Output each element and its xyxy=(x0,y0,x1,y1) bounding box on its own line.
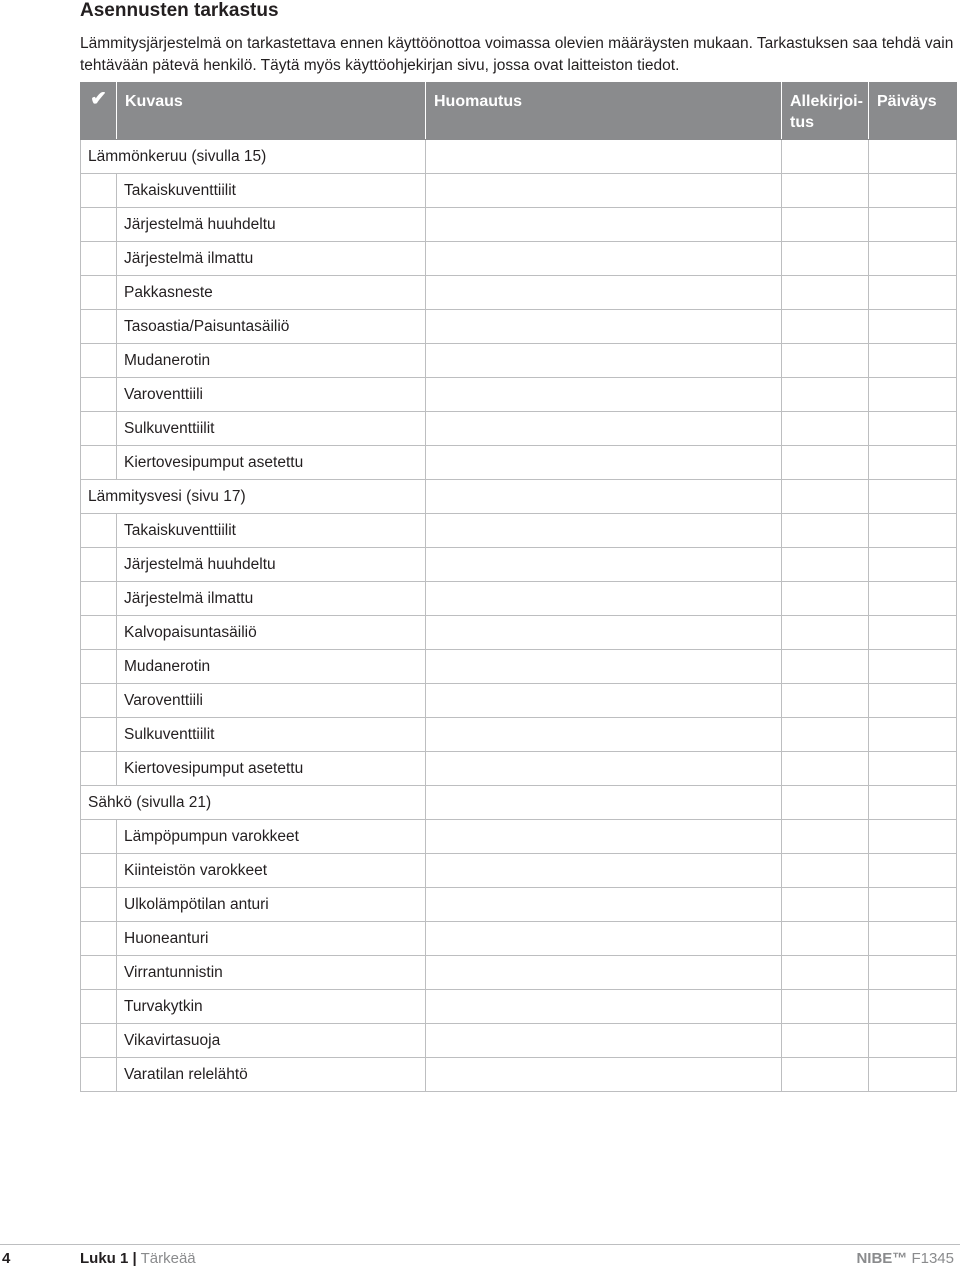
remark-cell[interactable] xyxy=(426,752,782,786)
item-label: Ulkolämpötilan anturi xyxy=(117,888,426,922)
date-cell[interactable] xyxy=(869,922,957,956)
signature-cell[interactable] xyxy=(782,1024,869,1058)
check-cell[interactable] xyxy=(81,514,117,548)
item-label: Varoventtiili xyxy=(117,378,426,412)
item-label: Järjestelmä ilmattu xyxy=(117,582,426,616)
remark-cell[interactable] xyxy=(426,786,782,820)
remark-cell[interactable] xyxy=(426,684,782,718)
check-cell[interactable] xyxy=(81,718,117,752)
date-cell[interactable] xyxy=(869,514,957,548)
table-row xyxy=(81,1024,957,1058)
table-row xyxy=(81,616,957,650)
date-cell[interactable] xyxy=(869,752,957,786)
date-cell[interactable] xyxy=(869,1058,957,1092)
date-cell[interactable] xyxy=(869,616,957,650)
signature-cell[interactable] xyxy=(782,888,869,922)
signature-cell[interactable] xyxy=(782,922,869,956)
signature-cell[interactable] xyxy=(782,786,869,820)
item-label: Järjestelmä huuhdeltu xyxy=(117,548,426,582)
remark-cell[interactable] xyxy=(426,412,782,446)
header-remark: Huomautus xyxy=(426,83,782,140)
date-cell[interactable] xyxy=(869,820,957,854)
header-signature-line2: tus xyxy=(790,114,814,131)
table-row xyxy=(81,344,957,378)
table-row xyxy=(81,684,957,718)
section-label: Sähkö (sivulla 21) xyxy=(81,786,426,820)
date-cell[interactable] xyxy=(869,718,957,752)
check-cell[interactable] xyxy=(81,990,117,1024)
signature-cell[interactable] xyxy=(782,276,869,310)
signature-cell[interactable] xyxy=(782,208,869,242)
table-row xyxy=(81,378,957,412)
table-row xyxy=(81,820,957,854)
check-cell[interactable] xyxy=(81,650,117,684)
check-cell[interactable] xyxy=(81,242,117,276)
table-row xyxy=(81,310,957,344)
item-label: Järjestelmä huuhdeltu xyxy=(117,208,426,242)
date-cell[interactable] xyxy=(869,344,957,378)
remark-cell[interactable] xyxy=(426,344,782,378)
signature-cell[interactable] xyxy=(782,378,869,412)
signature-cell[interactable] xyxy=(782,514,869,548)
signature-cell[interactable] xyxy=(782,684,869,718)
signature-cell[interactable] xyxy=(782,820,869,854)
date-cell[interactable] xyxy=(869,956,957,990)
remark-cell[interactable] xyxy=(426,480,782,514)
item-label: Mudanerotin xyxy=(117,650,426,684)
remark-cell[interactable] xyxy=(426,820,782,854)
item-label: Varatilan relelähtö xyxy=(117,1058,426,1092)
item-label: Varoventtiili xyxy=(117,684,426,718)
date-cell[interactable] xyxy=(869,310,957,344)
remark-cell[interactable] xyxy=(426,276,782,310)
check-cell[interactable] xyxy=(81,1058,117,1092)
check-cell[interactable] xyxy=(81,344,117,378)
page-number: 4 xyxy=(2,1250,11,1267)
remark-cell[interactable] xyxy=(426,378,782,412)
section-row xyxy=(81,480,957,514)
check-cell[interactable] xyxy=(81,548,117,582)
page-title: Asennusten tarkastus xyxy=(80,0,279,21)
footer-divider xyxy=(0,1244,960,1245)
signature-cell[interactable] xyxy=(782,174,869,208)
section-row xyxy=(81,786,957,820)
table-row xyxy=(81,888,957,922)
signature-cell[interactable] xyxy=(782,140,869,174)
item-label: Järjestelmä ilmattu xyxy=(117,242,426,276)
table-row xyxy=(81,582,957,616)
remark-cell[interactable] xyxy=(426,956,782,990)
check-cell[interactable] xyxy=(81,956,117,990)
intro-paragraph: Lämmitysjärjestelmä on tarkastettava ennen käyttöönottoa voimassa olevien määräysten mukaan. Tarkastuksen saa tehdä vain tehtävään pätevä henkilö. Täytä myös käyttöohjekirjan sivu, jossa ovat laitteiston tiedot. xyxy=(80,35,954,74)
item-label: Takaiskuventtiilit xyxy=(117,514,426,548)
check-cell[interactable] xyxy=(81,582,117,616)
model-name: F1345 xyxy=(911,1250,954,1267)
table-row xyxy=(81,650,957,684)
table-row xyxy=(81,446,957,480)
header-signature-line1: Allekirjoi- xyxy=(790,93,863,110)
remark-cell[interactable] xyxy=(426,1024,782,1058)
header-date: Päiväys xyxy=(869,83,957,140)
signature-cell[interactable] xyxy=(782,344,869,378)
remark-cell[interactable] xyxy=(426,208,782,242)
check-cell[interactable] xyxy=(81,922,117,956)
section-row xyxy=(81,140,957,174)
date-cell[interactable] xyxy=(869,480,957,514)
date-cell[interactable] xyxy=(869,412,957,446)
check-cell[interactable] xyxy=(81,752,117,786)
item-label: Mudanerotin xyxy=(117,344,426,378)
table-header-row xyxy=(81,83,957,140)
table-row xyxy=(81,956,957,990)
signature-cell[interactable] xyxy=(782,412,869,446)
item-label: Huoneanturi xyxy=(117,922,426,956)
remark-cell[interactable] xyxy=(426,446,782,480)
item-label: Tasoastia/Paisuntasäiliö xyxy=(117,310,426,344)
remark-cell[interactable] xyxy=(426,514,782,548)
header-signature xyxy=(782,83,869,140)
footer-chapter xyxy=(80,1250,196,1267)
remark-cell[interactable] xyxy=(426,310,782,344)
signature-cell[interactable] xyxy=(782,956,869,990)
table-row xyxy=(81,752,957,786)
section-label: Lämmitysvesi (sivu 17) xyxy=(81,480,426,514)
check-cell[interactable] xyxy=(81,888,117,922)
check-cell[interactable] xyxy=(81,208,117,242)
remark-cell[interactable] xyxy=(426,854,782,888)
signature-cell[interactable] xyxy=(782,650,869,684)
table-row xyxy=(81,208,957,242)
check-cell[interactable] xyxy=(81,684,117,718)
date-cell[interactable] xyxy=(869,650,957,684)
date-cell[interactable] xyxy=(869,276,957,310)
date-cell[interactable] xyxy=(869,990,957,1024)
date-cell[interactable] xyxy=(869,378,957,412)
table-row xyxy=(81,548,957,582)
check-cell[interactable] xyxy=(81,412,117,446)
brand-name: NIBE™ xyxy=(856,1250,908,1267)
date-cell[interactable] xyxy=(869,446,957,480)
remark-cell[interactable] xyxy=(426,242,782,276)
item-label: Lämpöpumpun varokkeet xyxy=(117,820,426,854)
signature-cell[interactable] xyxy=(782,854,869,888)
table-row xyxy=(81,1058,957,1092)
signature-cell[interactable] xyxy=(782,752,869,786)
check-cell[interactable] xyxy=(81,310,117,344)
remark-cell[interactable] xyxy=(426,990,782,1024)
date-cell[interactable] xyxy=(869,786,957,820)
check-cell[interactable] xyxy=(81,820,117,854)
chapter-name: Tärkeää xyxy=(140,1250,196,1267)
item-label: Kiinteistön varokkeet xyxy=(117,854,426,888)
check-cell[interactable] xyxy=(81,616,117,650)
item-label: Virrantunnistin xyxy=(117,956,426,990)
check-cell[interactable] xyxy=(81,1024,117,1058)
signature-cell[interactable] xyxy=(782,480,869,514)
item-label: Kiertovesipumput asetettu xyxy=(117,752,426,786)
table-row xyxy=(81,412,957,446)
remark-cell[interactable] xyxy=(426,548,782,582)
remark-cell[interactable] xyxy=(426,582,782,616)
table-row xyxy=(81,990,957,1024)
table-row xyxy=(81,922,957,956)
item-label: Kiertovesipumput asetettu xyxy=(117,446,426,480)
remark-cell[interactable] xyxy=(426,888,782,922)
table-row xyxy=(81,718,957,752)
remark-cell[interactable] xyxy=(426,140,782,174)
item-label: Sulkuventtiilit xyxy=(117,412,426,446)
date-cell[interactable] xyxy=(869,208,957,242)
table-row xyxy=(81,276,957,310)
check-cell[interactable] xyxy=(81,174,117,208)
signature-cell[interactable] xyxy=(782,616,869,650)
date-cell[interactable] xyxy=(869,140,957,174)
signature-cell[interactable] xyxy=(782,446,869,480)
footer-brand xyxy=(856,1250,954,1267)
item-label: Vikavirtasuoja xyxy=(117,1024,426,1058)
signature-cell[interactable] xyxy=(782,242,869,276)
item-label: Pakkasneste xyxy=(117,276,426,310)
chapter-separator: | xyxy=(132,1250,137,1267)
item-label: Turvakytkin xyxy=(117,990,426,1024)
remark-cell[interactable] xyxy=(426,174,782,208)
date-cell[interactable] xyxy=(869,582,957,616)
remark-cell[interactable] xyxy=(426,616,782,650)
date-cell[interactable] xyxy=(869,548,957,582)
check-cell[interactable] xyxy=(81,378,117,412)
remark-cell[interactable] xyxy=(426,650,782,684)
table-row xyxy=(81,242,957,276)
table-row xyxy=(81,174,957,208)
signature-cell[interactable] xyxy=(782,990,869,1024)
check-cell[interactable] xyxy=(81,854,117,888)
date-cell[interactable] xyxy=(869,1024,957,1058)
remark-cell[interactable] xyxy=(426,718,782,752)
signature-cell[interactable] xyxy=(782,582,869,616)
date-cell[interactable] xyxy=(869,854,957,888)
checkmark-icon: ✔ xyxy=(81,83,117,140)
item-label: Sulkuventtiilit xyxy=(117,718,426,752)
signature-cell[interactable] xyxy=(782,548,869,582)
table-row xyxy=(81,514,957,548)
signature-cell[interactable] xyxy=(782,718,869,752)
item-label: Kalvopaisuntasäiliö xyxy=(117,616,426,650)
date-cell[interactable] xyxy=(869,174,957,208)
date-cell[interactable] xyxy=(869,684,957,718)
section-label: Lämmönkeruu (sivulla 15) xyxy=(81,140,426,174)
inspection-table xyxy=(80,82,957,1092)
remark-cell[interactable] xyxy=(426,1058,782,1092)
date-cell[interactable] xyxy=(869,242,957,276)
check-cell[interactable] xyxy=(81,276,117,310)
header-description: Kuvaus xyxy=(117,83,426,140)
check-cell[interactable] xyxy=(81,446,117,480)
table-row xyxy=(81,854,957,888)
chapter-label: Luku 1 xyxy=(80,1250,129,1267)
remark-cell[interactable] xyxy=(426,922,782,956)
signature-cell[interactable] xyxy=(782,310,869,344)
date-cell[interactable] xyxy=(869,888,957,922)
item-label: Takaiskuventtiilit xyxy=(117,174,426,208)
signature-cell[interactable] xyxy=(782,1058,869,1092)
